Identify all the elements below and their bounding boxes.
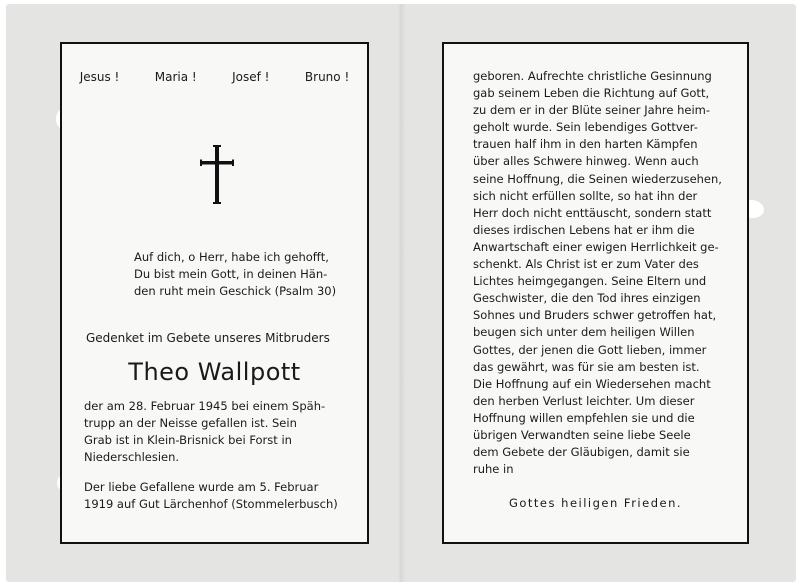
death-details: der am 28. Februar 1945 bei einem Späh- trupp an der Neisse gefallen ist. Sein Grab ist in Klein-Brisnick bei Forst in Niederschlesien. xyxy=(84,399,326,464)
cross-icon xyxy=(197,144,237,206)
birth-details: Der liebe Gefallene wurde am 5. Februar 1919 auf Gut Lärchenhof (Stommelerbusch) xyxy=(84,480,338,511)
right-panel xyxy=(442,42,749,544)
invocation-maria: Maria ! xyxy=(154,70,197,84)
closing-line: Gottes heiligen Frieden. xyxy=(508,496,683,510)
psalm-quote: Auf dich, o Herr, habe ich gehofft, Du bist mein Gott, in deinen Hän- den ruht mein Geschick (Psalm 30) xyxy=(134,250,337,298)
eulogy-text: geboren. Aufrechte christliche Gesinnung gab seinem Leben die Richtung auf Gott, zu dem er in der Blüte seiner Jahre heim- geholt wurde. Sein lebendiges Gottver- trauen half ihm in den harten Kämpfen über alles Schwere hinweg. Wenn auch seine Hoffnung, die Seinen wiederzusehen, sich nicht erfüllen sollte, so hat ihn der Herr doch nicht enttäuscht, sondern statt dieses irdischen Lebens hat er ihm die Anwartschaft einer ewigen Herrlichkeit ge- schenkt. Als Christ ist er zum Vater des Lichtes heimgegangen. Seine Eltern und Geschwister, die den Tod ihres einzigen Sohnes und Bruders schwer getroffen hat, beugen sich unter dem heiligen Willen Gottes, der jenen die Gott lieben, immer das gewährt, was für sie am besten ist. Die Hoffnung auf ein Wiedersehen macht den herben Verlust leichter. Um dieser Hoffnung willen empfehlen sie und die übrigen Verwandten seine liebe Seele dem Gebete der Gläubigen, damit sie ruhe in xyxy=(473,69,722,477)
left-panel xyxy=(60,42,369,544)
card-fold xyxy=(398,4,406,582)
prayer-request: Gedenket im Gebete unseres Mitbruders xyxy=(86,331,330,345)
invocations xyxy=(62,70,367,84)
invocation-bruno: Bruno ! xyxy=(304,70,350,84)
deceased-name: Theo Wallpott xyxy=(128,358,301,386)
invocation-josef: Josef ! xyxy=(232,70,270,84)
invocation-jesus: Jesus ! xyxy=(79,70,120,84)
